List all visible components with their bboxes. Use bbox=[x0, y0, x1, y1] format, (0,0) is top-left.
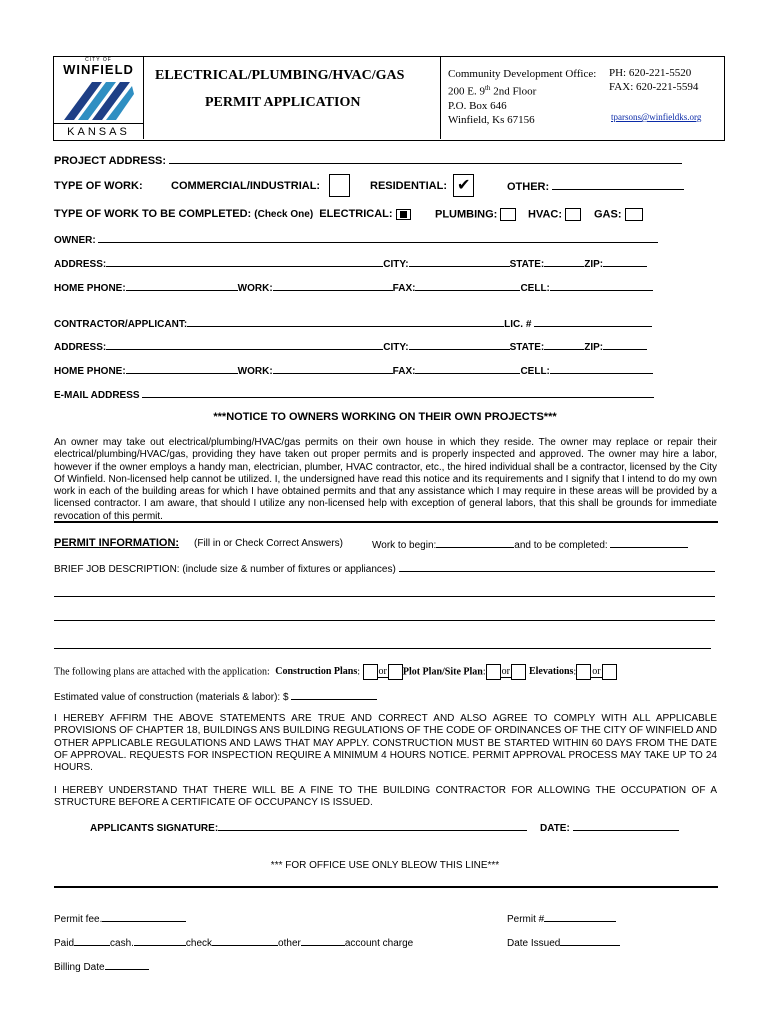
description-line-1[interactable] bbox=[54, 596, 715, 597]
contractor-city-field[interactable] bbox=[409, 340, 510, 350]
permit-info-title: PERMIT INFORMATION: bbox=[54, 537, 180, 549]
commercial-label: COMMERCIAL/INDUSTRIAL: bbox=[171, 180, 321, 192]
other-work-label: OTHER: bbox=[507, 181, 550, 193]
date-issued-field[interactable] bbox=[560, 936, 620, 946]
signature-row bbox=[90, 821, 527, 834]
permit-number-label: Permit # bbox=[507, 914, 545, 925]
signature-date-label: DATE: bbox=[540, 823, 570, 834]
permit-info-hint: (Fill in or Check Correct Answers) bbox=[194, 538, 343, 549]
contractor-home-phone-field[interactable] bbox=[126, 364, 238, 374]
construction-or-label: or bbox=[378, 666, 387, 678]
plot-plan-label: Plot Plan/Site Plan bbox=[402, 666, 483, 678]
elevations-or-label: or bbox=[592, 666, 601, 678]
contractor-work-label: WORK: bbox=[237, 366, 273, 377]
owner-work-field[interactable] bbox=[273, 281, 393, 291]
construction-plans-label: Construction Plans bbox=[275, 666, 358, 678]
signature-field[interactable] bbox=[218, 821, 527, 831]
signature-date-row bbox=[540, 821, 679, 834]
owner-label: OWNER: bbox=[54, 235, 96, 246]
billing-date-field[interactable] bbox=[105, 960, 149, 970]
gas-row bbox=[594, 208, 643, 221]
type-to-complete-row bbox=[54, 208, 411, 220]
description-line-2[interactable] bbox=[54, 620, 715, 621]
affirmation-text: I HEREBY AFFIRM THE ABOVE STATEMENTS ARE TRUE AND CORRECT AND ALSO AGREE TO COMPLY WITH ALL APPLICABLE PROVISIONS OF CHAPTER 18, BUILDINGS ANS BUILDING REGULATIONS OF THE CODE OF ORDINANCES OF THE CITY OF WINFIELD AND OTHER APPLICABLE REGULATIONS AND LAWS THAT MAY APPLY. CONSTRUCTION MUST BE STARTED WITHIN 60 DAYS FROM THE DATE OF APPROVAL. REQUESTS FOR INSPECTION REQUIRE A MINIMUM 4 HOURS NOTICE. PERMIT APPROVAL PROCESS MAY TAKE UP TO 24 HOURS. bbox=[54, 713, 717, 774]
permit-fee-label: Permit fee. bbox=[54, 914, 103, 925]
signature-label: APPLICANTS SIGNATURE: bbox=[90, 823, 219, 834]
owner-phone-row bbox=[54, 281, 653, 294]
header-divider-right bbox=[440, 56, 441, 139]
other-payment-label: other bbox=[278, 938, 301, 949]
owner-zip-field[interactable] bbox=[603, 257, 647, 267]
owner-state-field[interactable] bbox=[544, 257, 584, 267]
description-line-3[interactable] bbox=[54, 648, 711, 649]
check-field[interactable] bbox=[212, 936, 278, 946]
logo-stripes bbox=[62, 76, 136, 122]
permit-number-field[interactable] bbox=[544, 912, 616, 922]
notice-divider bbox=[54, 521, 718, 523]
owner-zip-label: ZIP: bbox=[584, 259, 604, 270]
brief-description-label: BRIEF JOB DESCRIPTION: (include size & number of fixtures or appliances) bbox=[54, 564, 396, 575]
work-complete-label: and to be completed: bbox=[514, 540, 608, 551]
owner-home-phone-label: HOME PHONE: bbox=[54, 283, 126, 294]
payment-row bbox=[54, 936, 413, 949]
hvac-row bbox=[528, 208, 581, 221]
plot-plan-box-b[interactable] bbox=[511, 664, 526, 680]
elevations-checkbox[interactable] bbox=[576, 664, 591, 680]
office-fax: FAX: 620-221-5594 bbox=[609, 81, 699, 93]
owner-address-row bbox=[54, 257, 647, 270]
plumbing-row bbox=[435, 208, 516, 221]
license-label: LIC. # bbox=[504, 319, 532, 330]
estimated-value-field[interactable] bbox=[291, 690, 377, 700]
plumbing-checkbox[interactable] bbox=[500, 208, 516, 221]
owner-address-label: ADDRESS: bbox=[54, 259, 107, 270]
contractor-address-label: ADDRESS: bbox=[54, 342, 107, 353]
form-subtitle: PERMIT APPLICATION bbox=[205, 95, 361, 110]
other-work-row bbox=[507, 180, 684, 193]
estimated-value-label: Estimated value of construction (materials & labor): $ bbox=[54, 692, 289, 703]
permit-fee-field[interactable] bbox=[102, 912, 186, 922]
plot-or-label: or bbox=[501, 666, 510, 678]
email-row bbox=[54, 388, 654, 401]
cash-label: cash. bbox=[110, 938, 134, 949]
contractor-work-field[interactable] bbox=[273, 364, 393, 374]
work-begin-label: Work to begin: bbox=[372, 540, 437, 551]
contractor-fax-label: FAX: bbox=[392, 366, 416, 377]
fine-notice-text: I HEREBY UNDERSTAND THAT THERE WILL BE A FINE TO THE BUILDING CONTRACTOR FOR ALLOWING THE OCCUPATION OF A STRUCTURE BEFORE A CERTIFICATE OF OCCUPANCY IS ISSUED. bbox=[54, 785, 717, 809]
hvac-checkbox[interactable] bbox=[565, 208, 581, 221]
contractor-state-field[interactable] bbox=[544, 340, 584, 350]
account-charge-label: account charge bbox=[344, 938, 414, 949]
billing-date-label: Billing Date bbox=[54, 962, 105, 973]
owner-fax-field[interactable] bbox=[415, 281, 520, 291]
owner-address-field[interactable] bbox=[106, 257, 383, 267]
hvac-label: HVAC: bbox=[528, 208, 563, 221]
logo-kansas-bar bbox=[54, 123, 143, 140]
brief-description-row bbox=[54, 562, 715, 575]
office-phone: PH: 620-221-5520 bbox=[609, 67, 692, 79]
project-address-field[interactable] bbox=[169, 154, 682, 164]
type-to-complete-hint: (Check One) bbox=[254, 209, 314, 220]
contractor-row bbox=[54, 317, 652, 330]
permit-fee-row bbox=[54, 912, 186, 925]
check-mark-icon: ✔ bbox=[457, 175, 471, 194]
paid-label: Paid bbox=[54, 938, 75, 949]
residential-checkbox[interactable] bbox=[453, 174, 474, 197]
contractor-field[interactable] bbox=[187, 317, 504, 327]
owner-city-field[interactable] bbox=[409, 257, 510, 267]
brief-description-field[interactable] bbox=[399, 562, 715, 572]
license-field[interactable] bbox=[534, 317, 652, 327]
header-divider-left bbox=[143, 56, 144, 139]
other-payment-field[interactable] bbox=[301, 936, 345, 946]
office-address-3: Winfield, Ks 67156 bbox=[448, 113, 535, 126]
owner-state-label: STATE: bbox=[509, 259, 545, 270]
contractor-fax-field[interactable] bbox=[415, 364, 520, 374]
owner-home-phone-field[interactable] bbox=[126, 281, 238, 291]
contractor-zip-field[interactable] bbox=[603, 340, 647, 350]
commercial-checkbox[interactable] bbox=[329, 174, 350, 197]
check-label: check bbox=[185, 938, 213, 949]
work-dates-row bbox=[372, 538, 688, 551]
office-address-1 bbox=[448, 81, 596, 99]
office-email-link[interactable]: tparsons@winfieldks.org bbox=[611, 112, 702, 122]
electrical-label: ELECTRICAL: bbox=[319, 208, 393, 220]
logo-city-of: CITY OF bbox=[85, 57, 112, 63]
other-work-field[interactable] bbox=[552, 180, 684, 190]
type-of-work-label: TYPE OF WORK: bbox=[54, 180, 143, 192]
work-complete-field[interactable] bbox=[610, 538, 688, 548]
logo-winfield: WINFIELD bbox=[63, 62, 134, 77]
contractor-home-phone-label: HOME PHONE: bbox=[54, 366, 126, 377]
plot-plan-checkbox[interactable] bbox=[388, 664, 403, 680]
plans-row: The following plans are attached with the application: Construction Plans: or Plot Plan/Site Plan: or Elevations: or bbox=[54, 664, 617, 680]
office-address-1-b: 2nd Floor bbox=[490, 85, 537, 98]
email-label: E-MAIL ADDRESS bbox=[54, 390, 140, 401]
type-to-complete-label: TYPE OF WORK TO BE COMPLETED: bbox=[54, 208, 252, 220]
electrical-fill bbox=[400, 211, 407, 218]
logo-kansas: KANSAS bbox=[67, 126, 130, 138]
project-address-label: PROJECT ADDRESS: bbox=[54, 155, 167, 167]
office-use-divider bbox=[54, 886, 718, 888]
date-issued-label: Date Issued bbox=[507, 938, 561, 949]
owner-field[interactable] bbox=[98, 233, 658, 243]
contractor-zip-label: ZIP: bbox=[584, 342, 604, 353]
plot-plan-box-a[interactable] bbox=[486, 664, 501, 680]
contractor-cell-label: CELL: bbox=[520, 366, 550, 377]
office-use-title: *** FOR OFFICE USE ONLY BLEOW THIS LINE*** bbox=[270, 860, 500, 871]
plumbing-label: PLUMBING: bbox=[435, 208, 498, 221]
gas-checkbox[interactable] bbox=[625, 208, 643, 221]
permit-number-row bbox=[507, 912, 616, 925]
work-begin-field[interactable] bbox=[436, 538, 514, 548]
contractor-city-label: CITY: bbox=[383, 342, 409, 353]
notice-title: ***NOTICE TO OWNERS WORKING ON THEIR OWN PROJECTS*** bbox=[213, 411, 557, 423]
plans-intro: The following plans are attached with the application: bbox=[54, 666, 270, 678]
elevations-alt-checkbox[interactable] bbox=[602, 664, 617, 680]
date-issued-row bbox=[507, 936, 620, 949]
notice-body: An owner may take out electrical/plumbing/HVAC/gas permits on their own house in which they reside. The owner may replace or repair their electrical/plumbing/HVAC/gas, providing they have taken out proper permits and is properly inspected and approved. The owner may hire a labor, however if the owner employs a handy man, electrician, plumber, HVAC contractor, etc., the hired individual shall be a contractor, licensed by the City Of Winfield. Non-licensed help cannot be utilized. I, the undersigned have read this notice and its requirements and I signify that I intend to do my own work in each of the building areas for which I have obtained permits and that any assistance which I may require in these areas will be provided by a licensed contractor. I am aware, that should I utilize any non-licensed help with exception of general labors, that this shall be grounds for immediate revocation of this permit. bbox=[54, 437, 717, 522]
paid-field[interactable] bbox=[74, 936, 110, 946]
office-label: Community Development Office: bbox=[448, 68, 597, 80]
contractor-address-row bbox=[54, 340, 647, 353]
owner-work-label: WORK: bbox=[237, 283, 273, 294]
electrical-checkbox[interactable] bbox=[396, 209, 411, 220]
elevations-label: Elevations bbox=[528, 666, 574, 678]
office-info bbox=[448, 67, 596, 127]
city-logo bbox=[54, 57, 143, 139]
contractor-address-field[interactable] bbox=[106, 340, 383, 350]
office-address-1-a: 200 E. 9 bbox=[448, 85, 485, 98]
contractor-phone-row bbox=[54, 364, 653, 377]
email-field[interactable] bbox=[142, 388, 654, 398]
construction-plans-checkbox[interactable] bbox=[363, 664, 378, 680]
estimated-value-row bbox=[54, 690, 377, 703]
owner-cell-field[interactable] bbox=[550, 281, 653, 291]
form-title: ELECTRICAL/PLUMBING/HVAC/GAS bbox=[155, 68, 405, 83]
owner-city-label: CITY: bbox=[383, 259, 409, 270]
owner-cell-label: CELL: bbox=[520, 283, 550, 294]
signature-date-field[interactable] bbox=[573, 821, 679, 831]
office-address-2: P.O. Box 646 bbox=[448, 99, 507, 112]
contractor-label: CONTRACTOR/APPLICANT: bbox=[54, 319, 188, 330]
cash-field[interactable] bbox=[134, 936, 186, 946]
owner-row bbox=[54, 233, 658, 246]
contractor-state-label: STATE: bbox=[509, 342, 545, 353]
owner-fax-label: FAX: bbox=[392, 283, 416, 294]
office-address-1-sup: th bbox=[484, 84, 491, 92]
contractor-cell-field[interactable] bbox=[550, 364, 653, 374]
residential-label: RESIDENTIAL: bbox=[370, 180, 447, 192]
gas-label: GAS: bbox=[594, 208, 622, 221]
billing-date-row bbox=[54, 960, 149, 973]
project-address-row bbox=[54, 154, 682, 167]
